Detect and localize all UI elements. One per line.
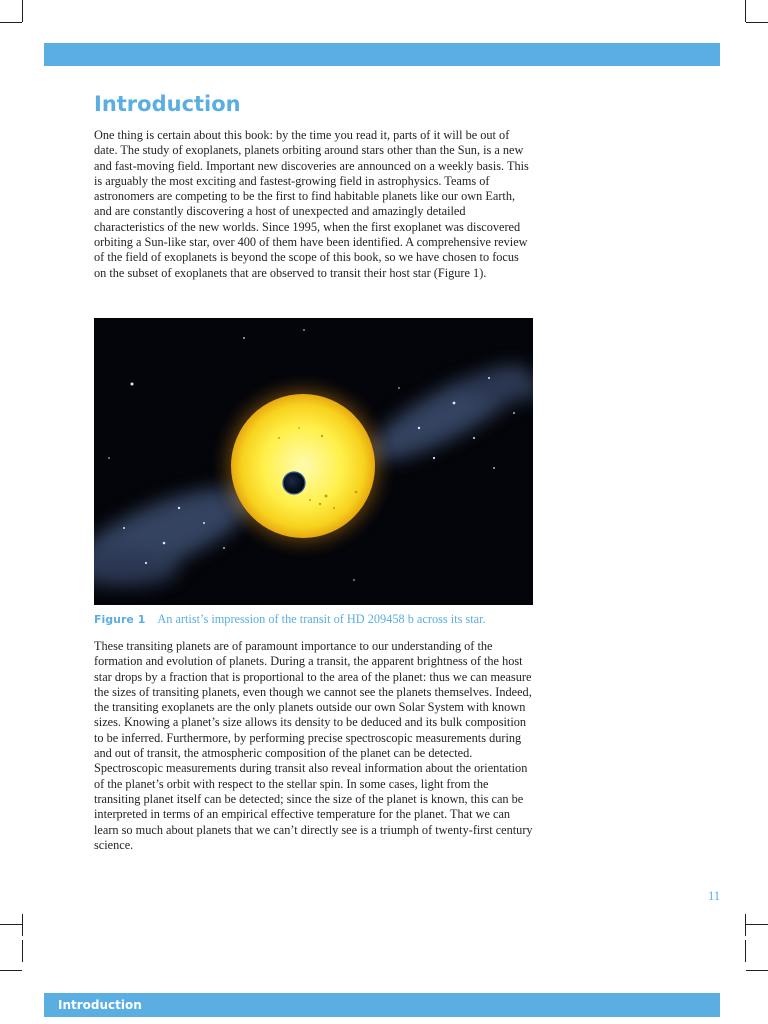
crop-mark-mid-left-horizontal — [0, 924, 22, 925]
crop-mark-mid-left-vertical — [22, 914, 23, 936]
figure-1-image — [94, 318, 533, 605]
intro-paragraph-1: One thing is certain about this book: by the time you read it, parts of it will be out of date. The study of exoplanets, planets orbiting around stars other than the Sun, is a new and fast-moving field. Important new discoveries are announced on a weekly basis. This is arguably the most exciting and fastest-growing field in astrophysics. Teams of astronomers are competing to be the first to find habitable planets like our own Earth, and are constantly discovering a host of unexpected and amazingly detailed characteristics of the new worlds. Since 1995, when the first exoplanet was discovered orbiting a Sun-like star, over 400 of them have been identified. A comprehensive review of the field of exoplanets is beyond the scope of this book, so we have chosen to focus on the subset of exoplanets that are observed to transit their host star (Figure 1). — [94, 128, 529, 280]
crop-mark-top-left-vertical — [22, 0, 23, 22]
footer-band — [44, 993, 720, 1017]
page-number: 11 — [708, 889, 720, 903]
figure-1-caption — [94, 612, 564, 627]
crop-mark-lower-left-vertical — [22, 940, 23, 962]
crop-mark-lower-left-horizontal — [0, 970, 22, 971]
transiting-planet — [283, 472, 305, 494]
crop-mark-top-right-horizontal — [746, 22, 768, 23]
intro-paragraph-2: These transiting planets are of paramount importance to our understanding of the formation and evolution of planets. During a transit, the apparent brightness of the host star drops by a fraction that is proportional to the area of the planet: thus we can measure the sizes of transiting planets, even though we cannot see the planets themselves. Indeed, the transiting exoplanets are the only planets outside our own Solar System with known sizes. Knowing a planet’s size allows its density to be deduced and its bulk composition to be inferred. Furthermore, by performing precise spectroscopic measurements during and out of transit, the atmospheric composition of the planet can be detected. Spectroscopic measurements during transit also reveal information about the orientation of the planet’s orbit with respect to the stellar spin. In some cases, light from the transiting planet itself can be detected; since the size of the planet is known, this can be interpreted in terms of an empirical effective temperature for the planet. That we can learn so much about planets that we can’t directly see is a triumph of twenty-first century science. — [94, 639, 533, 852]
crop-mark-lower-right-vertical — [745, 940, 746, 962]
page-title: Introduction — [94, 92, 241, 116]
crop-mark-top-left-horizontal — [0, 22, 22, 23]
host-star — [231, 394, 375, 538]
header-band — [44, 43, 720, 66]
crop-mark-top-right-vertical — [745, 0, 746, 22]
crop-mark-mid-right-horizontal — [746, 924, 768, 925]
footer-section-label: Introduction — [58, 998, 142, 1012]
figure-caption-text: An artist’s impression of the transit of HD 209458 b across its star. — [157, 612, 486, 626]
figure-label: Figure 1 — [94, 613, 146, 626]
crop-mark-lower-right-horizontal — [746, 970, 768, 971]
crop-mark-mid-right-vertical — [745, 914, 746, 936]
